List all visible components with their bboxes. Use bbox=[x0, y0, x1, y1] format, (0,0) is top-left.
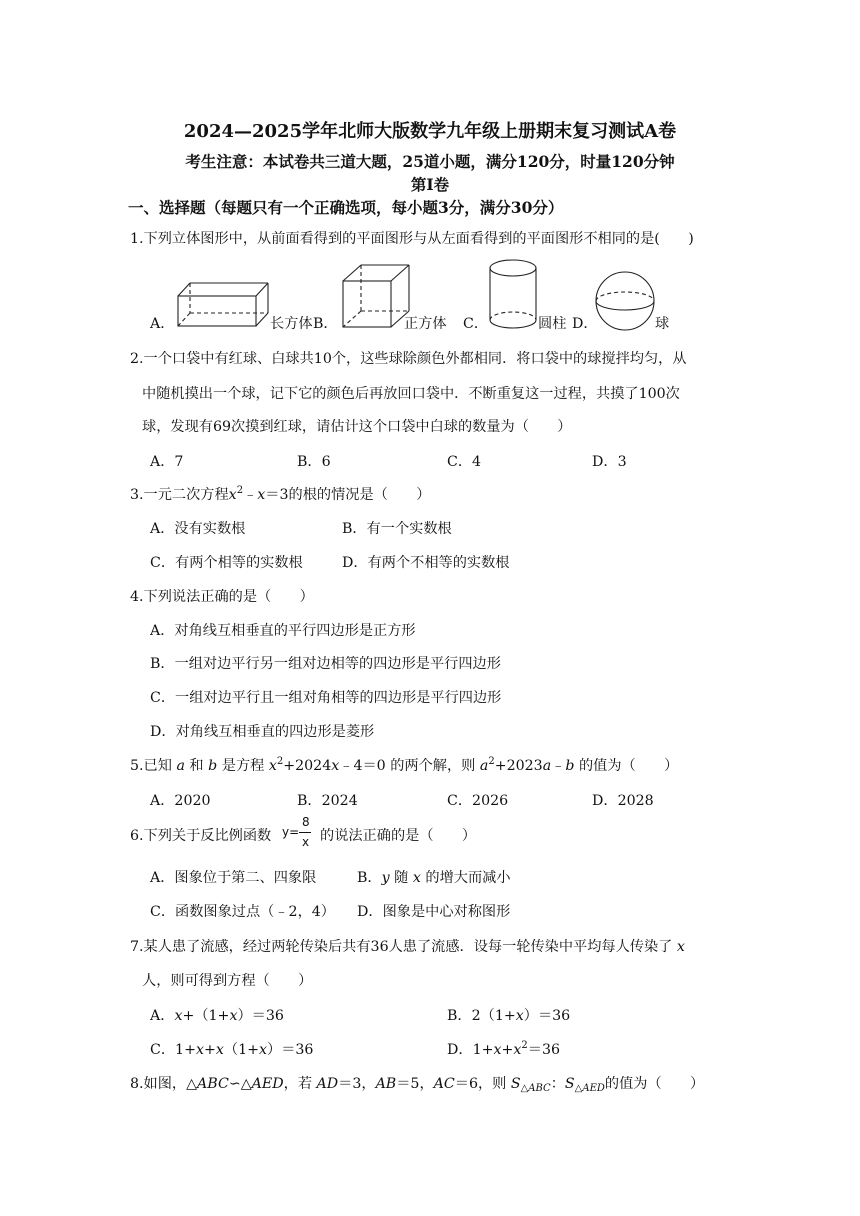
q1-option-b-name: 正方体 bbox=[404, 316, 447, 332]
function-y-equals: y= bbox=[282, 825, 300, 839]
question-1-stem: 1.下列立体图形中，从前面看得到的平面图形与从左面看得到的平面图形不相同的是( ) bbox=[130, 231, 694, 247]
q7-option-b: B．2（1+x）＝36 bbox=[447, 1008, 571, 1024]
question-8-stem: 8.如图，△ABC∽△AED，若 AD＝3，AB＝5，AC＝6，则 $S_{\triangle ABC}$：$S_{\triangle AED}$的值为（ ） bbox=[130, 1076, 705, 1094]
question-2-line-3: 球，发现有69次摸到红球，请估计这个口袋中白球的数量为（ ） bbox=[142, 419, 572, 435]
q1-option-a-letter: A． bbox=[150, 316, 175, 332]
q6-option-a: A．图象位于第二、四象限 bbox=[150, 870, 317, 886]
q7-option-c: C．1+x+x（1+x）＝36 bbox=[150, 1042, 314, 1058]
q4-option-a: A．对角线互相垂直的平行四边形是正方形 bbox=[150, 623, 416, 639]
q3-option-d: D．有两个不相等的实数根 bbox=[342, 555, 510, 571]
q5-option-c: C．2026 bbox=[447, 793, 509, 809]
question-6-stem-post: 的说法正确的是（ ） bbox=[320, 828, 477, 844]
q1-option-d-letter: D． bbox=[572, 316, 598, 332]
cube-icon bbox=[341, 263, 411, 329]
q3-option-a: A．没有实数根 bbox=[150, 521, 246, 537]
q4-option-b: B．一组对边平行另一组对边相等的四边形是平行四边形 bbox=[150, 656, 501, 672]
q1-option-c-letter: C． bbox=[463, 316, 489, 332]
q1-option-a-name: 长方体 bbox=[270, 316, 313, 332]
cylinder-icon bbox=[488, 258, 538, 330]
question-4-stem: 4.下列说法正确的是（ ） bbox=[130, 589, 314, 605]
exam-notice: 考生注意：本试卷共三道大题，25道小题，满分120分，时量120分钟 bbox=[185, 152, 675, 171]
section-heading: 一、选择题（每题只有一个正确选项，每小题3分，满分30分） bbox=[128, 198, 564, 217]
q1-option-b-letter: B． bbox=[313, 316, 338, 332]
q7-option-a: A．x+（1+x）＝36 bbox=[150, 1008, 284, 1024]
question-5-stem: 5.已知 a 和 b 是方程 $x^2+2024x﹣4=0$ 的两个解，则 $a^2+2023a﹣b$ 的值为（ ） bbox=[130, 756, 679, 774]
question-6-stem-pre: 6.下列关于反比例函数 bbox=[130, 828, 272, 844]
q3-option-b: B．有一个实数根 bbox=[342, 521, 452, 537]
sphere-icon bbox=[593, 270, 657, 332]
q2-option-a: A．7 bbox=[150, 454, 184, 470]
q5-option-b: B．2024 bbox=[297, 793, 358, 809]
q2-option-c: C．4 bbox=[447, 454, 482, 470]
question-7-line-2: 人，则可得到方程（ ） bbox=[142, 973, 313, 989]
q3-option-c: C．有两个相等的实数根 bbox=[150, 555, 303, 571]
q4-option-c: C．一组对边平行且一组对角相等的四边形是平行四边形 bbox=[150, 690, 502, 706]
q2-option-b: B．6 bbox=[297, 454, 331, 470]
question-2-line-1: 2.一个口袋中有红球、白球共10个，这些球除颜色外都相同．将口袋中的球搅拌均匀，从 bbox=[130, 351, 687, 367]
question-7-line-1: 7.某人患了流感，经过两轮传染后共有36人患了流感．设每一轮传染中平均每人传染了 x bbox=[130, 939, 685, 955]
q5-option-a: A．2020 bbox=[150, 793, 211, 809]
q4-option-d: D．对角线互相垂直的四边形是菱形 bbox=[150, 724, 375, 740]
cuboid-icon bbox=[176, 280, 270, 328]
question-3-stem: 3.一元二次方程$x^2﹣x=3$的根的情况是（ ） bbox=[130, 485, 431, 503]
q1-option-d-name: 球 bbox=[655, 316, 670, 332]
fraction-bar bbox=[299, 832, 311, 833]
q6-option-c: C．函数图象过点（﹣2，4） bbox=[150, 904, 335, 920]
q6-option-d: D．图象是中心对称图形 bbox=[357, 904, 511, 920]
page-title: 2024—2025学年北师大版数学九年级上册期末复习测试A卷 bbox=[183, 121, 677, 142]
q5-option-d: D．2028 bbox=[592, 793, 654, 809]
fraction-numerator: 8 bbox=[302, 815, 310, 829]
question-2-line-2: 中随机摸出一个球，记下它的颜色后再放回口袋中．不断重复这一过程，共摸了100次 bbox=[142, 386, 680, 402]
q7-option-d: D．$1+x+x^2=36$ bbox=[447, 1040, 561, 1058]
q2-option-d: D．3 bbox=[592, 454, 627, 470]
q6-option-b: B．y 随 x 的增大而减小 bbox=[357, 870, 511, 886]
q1-option-c-name: 圆柱 bbox=[538, 316, 567, 332]
volume-label: 第Ⅰ卷 bbox=[410, 175, 450, 194]
fraction-denominator: x bbox=[302, 835, 310, 849]
